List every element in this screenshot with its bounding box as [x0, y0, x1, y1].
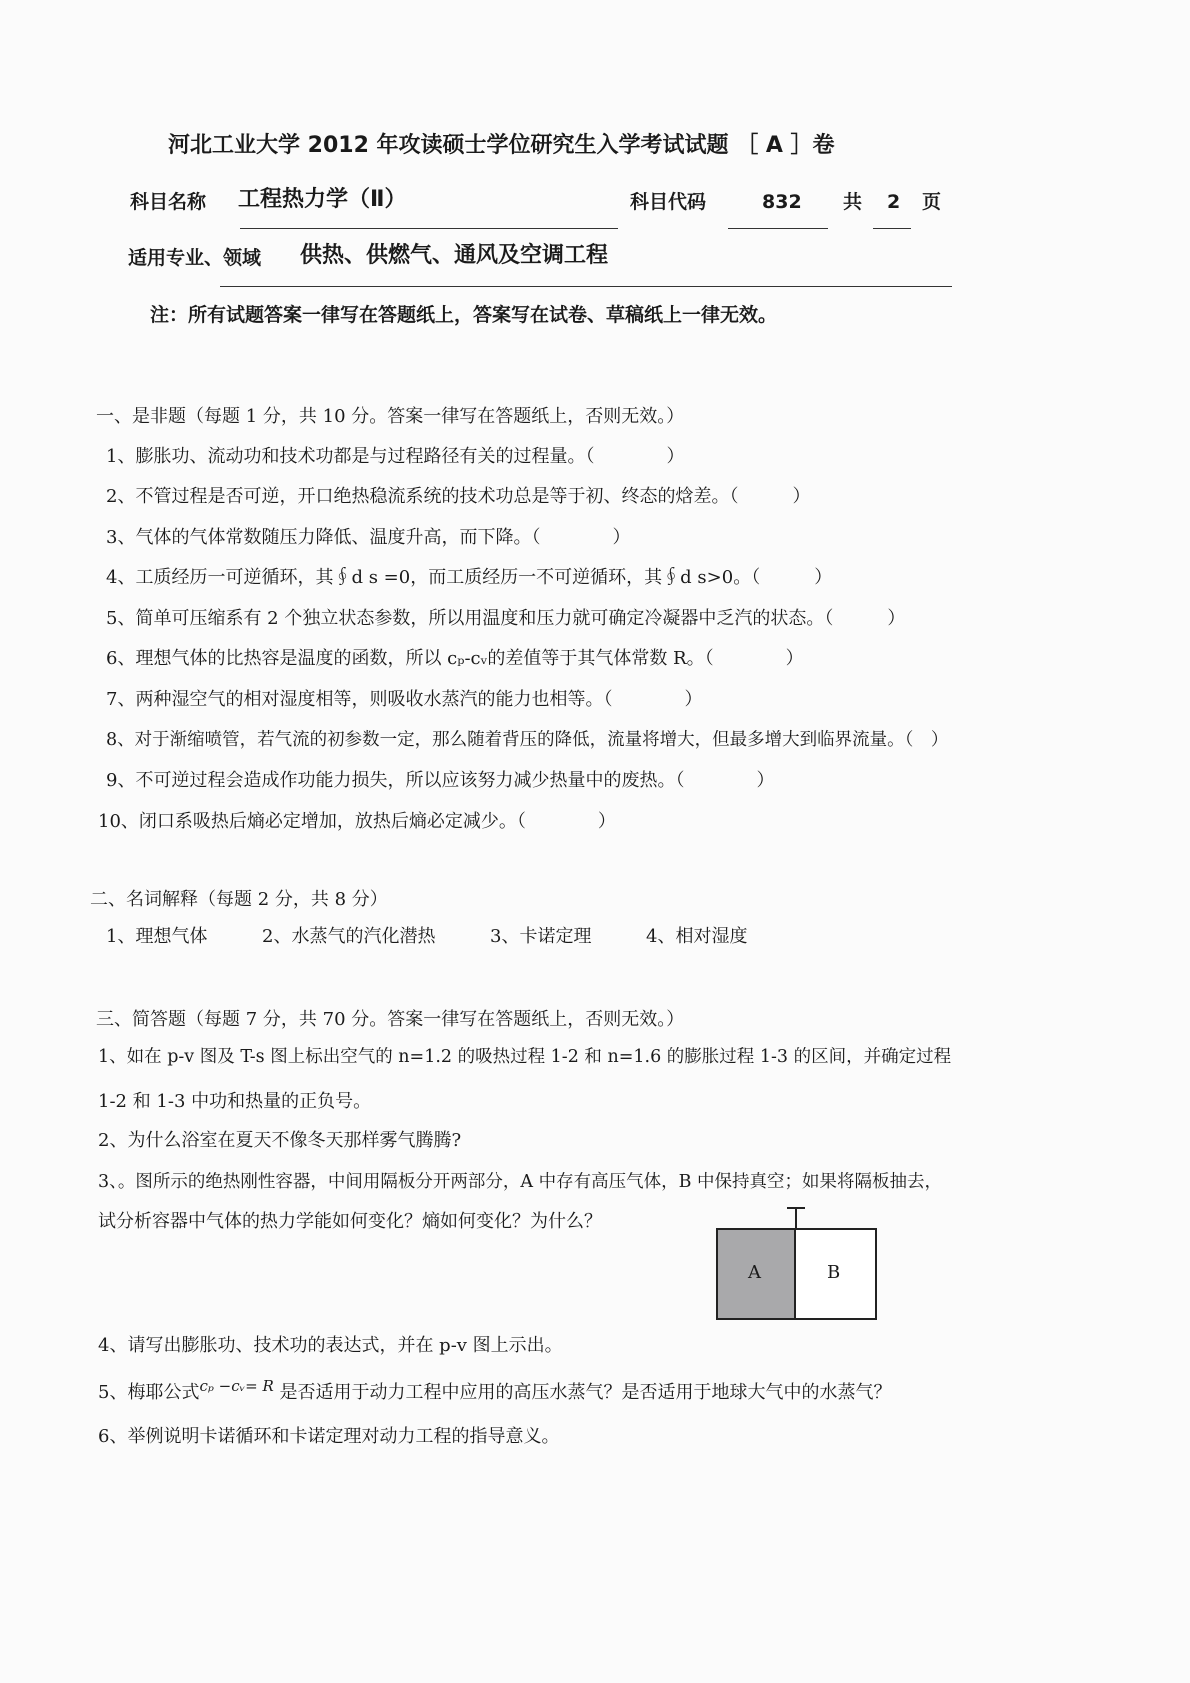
- question-6: 6、举例说明卡诺循环和卡诺定理对动力工程的指导意义。: [98, 1426, 560, 1447]
- tf-item: 3、气体的气体常数随压力降低、温度升高，而下降。（ ）: [106, 527, 631, 548]
- tf-item: 4、工质经历一可逆循环，其∮d s =0，而工质经历一不可逆循环，其∮d s>0。（ ）: [106, 567, 833, 588]
- section3-heading: 三、简答题（每题 7 分，共 70 分。答案一律写在答题纸上，否则无效。）: [96, 1009, 685, 1030]
- question-1-cont: 1-2 和 1-3 中功和热量的正负号。: [98, 1091, 372, 1112]
- subject-name-underline: [240, 228, 618, 229]
- term-item: 4、相对湿度: [646, 926, 748, 947]
- question-2: 2、为什么浴室在夏天不像冬天那样雾气腾腾?: [98, 1130, 462, 1151]
- chamber-a-label: A: [748, 1262, 761, 1283]
- pages-suffix: 页: [922, 191, 942, 213]
- chamber-b-label: B: [827, 1262, 841, 1283]
- question-5-prefix: 5、梅耶公式: [98, 1382, 200, 1403]
- question-3-cont: 试分析容器中气体的热力学能如何变化？熵如何变化？为什么？: [98, 1211, 602, 1232]
- term-item: 3、卡诺定理: [490, 926, 592, 947]
- page-count: 2: [887, 191, 901, 213]
- page-count-underline: [873, 228, 911, 229]
- tf-item: 2、不管过程是否可逆，开口绝热稳流系统的技术功总是等于初、终态的焓差。（ ）: [106, 486, 811, 507]
- major-label: 适用专业、领域: [128, 247, 262, 269]
- section1-heading: 一、是非题（每题 1 分，共 10 分。答案一律写在答题纸上，否则无效。）: [96, 406, 685, 427]
- tf-item: 7、两种湿空气的相对湿度相等，则吸收水蒸汽的能力也相等。（ ）: [106, 689, 703, 710]
- subject-name-label: 科目名称: [130, 191, 207, 213]
- subject-code-label: 科目代码: [630, 191, 707, 213]
- question-5: [98, 1377, 892, 1405]
- question-4: 4、请写出膨胀功、技术功的表达式，并在 p-v 图上示出。: [98, 1335, 563, 1356]
- partition-handle: [795, 1208, 797, 1230]
- subject-code: 832: [762, 191, 802, 213]
- subject-name: 工程热力学（Ⅱ）: [238, 187, 407, 212]
- tf-item: 8、对于渐缩喷管，若气流的初参数一定，那么随着背压的降低，流量将增大，但最多增大到临界流量。（ ）: [106, 730, 949, 750]
- term-item: 2、水蒸气的汽化潜热: [262, 926, 436, 947]
- section2-heading: 二、名词解释（每题 2 分，共 8 分）: [90, 889, 388, 910]
- question-5-suffix: 是否适用于动力工程中应用的高压水蒸气？是否适用于地球大气中的水蒸气？: [279, 1382, 892, 1403]
- term-item: 1、理想气体: [106, 926, 208, 947]
- exam-title: 河北工业大学 2012 年攻读硕士学位研究生入学考试试题 ［ A ］卷: [168, 133, 835, 158]
- tf-item: 10、闭口系吸热后熵必定增加，放热后熵必定减少。（ ）: [98, 811, 616, 832]
- tf-item: 9、不可逆过程会造成作功能力损失，所以应该努力减少热量中的废热。（ ）: [106, 770, 775, 791]
- mayer-formula: cₚ −cᵥ= R: [199, 1377, 274, 1395]
- tf-item: 5、简单可压缩系有 2 个独立状态参数，所以用温度和压力就可确定冷凝器中乏汽的状态。（ ）: [106, 608, 906, 629]
- partition-handle-top: [787, 1207, 805, 1209]
- exam-note: 注：所有试题答案一律写在答题纸上，答案写在试卷、草稿纸上一律无效。: [150, 304, 778, 326]
- question-1: 1、如在 p-v 图及 T-s 图上标出空气的 n=1.2 的吸热过程 1-2 和 n=1.6 的膨胀过程 1-3 的区间，并确定过程: [98, 1047, 952, 1067]
- tf-item: 6、理想气体的比热容是温度的函数，所以 cₚ-cᵥ的差值等于其气体常数 R。（ ）: [106, 648, 804, 669]
- major: 供热、供燃气、通风及空调工程: [300, 243, 609, 268]
- tf-item: 1、膨胀功、流动功和技术功都是与过程路径有关的过程量。（ ）: [106, 446, 685, 467]
- question-3: 3、。图所示的绝热刚性容器，中间用隔板分开两部分，A 中存有高压气体，B 中保持真空；如果将隔板抽去，: [98, 1172, 943, 1192]
- subject-code-underline: [728, 228, 828, 229]
- major-underline: [220, 286, 952, 287]
- pages-prefix: 共: [843, 191, 863, 213]
